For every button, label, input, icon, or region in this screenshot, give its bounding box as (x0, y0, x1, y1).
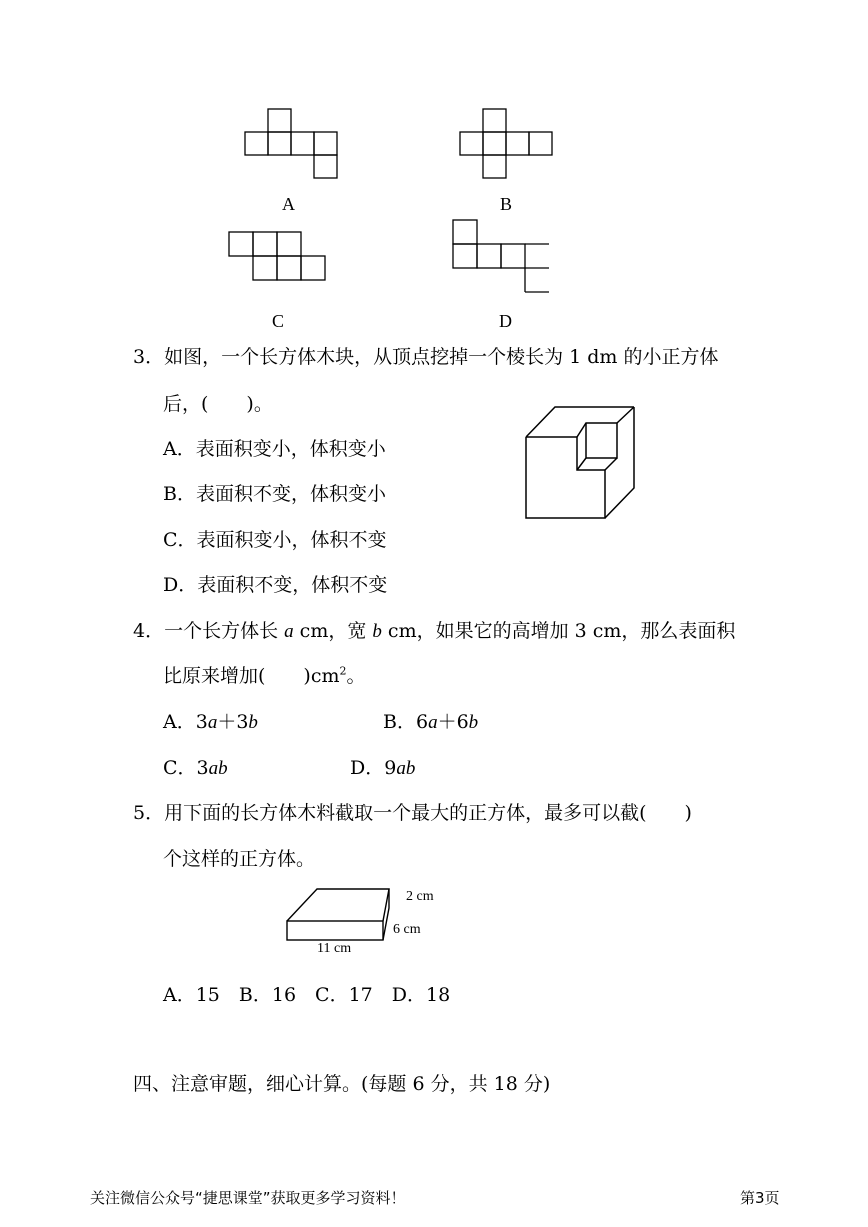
q4-stem-line1: 4．一个长方体长 a cm，宽 b cm，如果它的高增加 3 cm，那么表面积 (133, 620, 736, 642)
q3-option-a: A．表面积变小，体积变小 (163, 438, 386, 460)
q4-option-a: A．3a＋3b (163, 711, 258, 733)
net-a-label: A (282, 194, 295, 214)
q3-option-b: B．表面积不变，体积变小 (163, 483, 386, 505)
net-c-label: C (272, 311, 285, 331)
q4-option-d: D．9ab (350, 757, 416, 779)
q3-option-c: C．表面积变小，体积不变 (163, 529, 387, 551)
cuboid-cutout-figure (525, 406, 637, 520)
net-d-label: D (499, 311, 512, 331)
footer-promo: 关注微信公众号“捷思课堂”获取更多学习资料！ (90, 1189, 406, 1207)
q3-stem-line1: 3．如图，一个长方体木块，从顶点挖掉一个棱长为 1 dm 的小正方体 (133, 346, 719, 368)
q4-option-b: B．6a＋6b (383, 711, 479, 733)
q4-stem-line2: 比原来增加( )$cm^2$。 (163, 664, 366, 687)
q3-stem-line2: 后，( )。 (163, 393, 273, 415)
net-b-figure (460, 108, 555, 180)
net-d-figure (452, 219, 552, 295)
q4-option-c: C．3ab (163, 757, 228, 779)
q5-dim-length: 11 cm (317, 941, 352, 956)
section-4-title: 四、注意审题，细心计算。(每题 6 分，共 18 分) (133, 1073, 551, 1095)
q5-stem-line1: 5．用下面的长方体木料截取一个最大的正方体，最多可以截( ) (133, 802, 692, 824)
cuboid-wood-figure (286, 886, 390, 942)
page-number: 第3页 (740, 1189, 780, 1207)
net-a-figure (245, 108, 340, 180)
net-b-label: B (500, 194, 513, 214)
q5-dim-width: 6 cm (393, 922, 421, 937)
q5-options: A．15 B．16 C．17 D．18 (163, 984, 451, 1006)
q5-dim-height: 2 cm (406, 889, 434, 904)
net-c-figure (228, 231, 328, 283)
q3-option-d: D．表面积不变，体积不变 (163, 574, 388, 596)
q5-stem-line2: 个这样的正方体。 (163, 848, 316, 870)
